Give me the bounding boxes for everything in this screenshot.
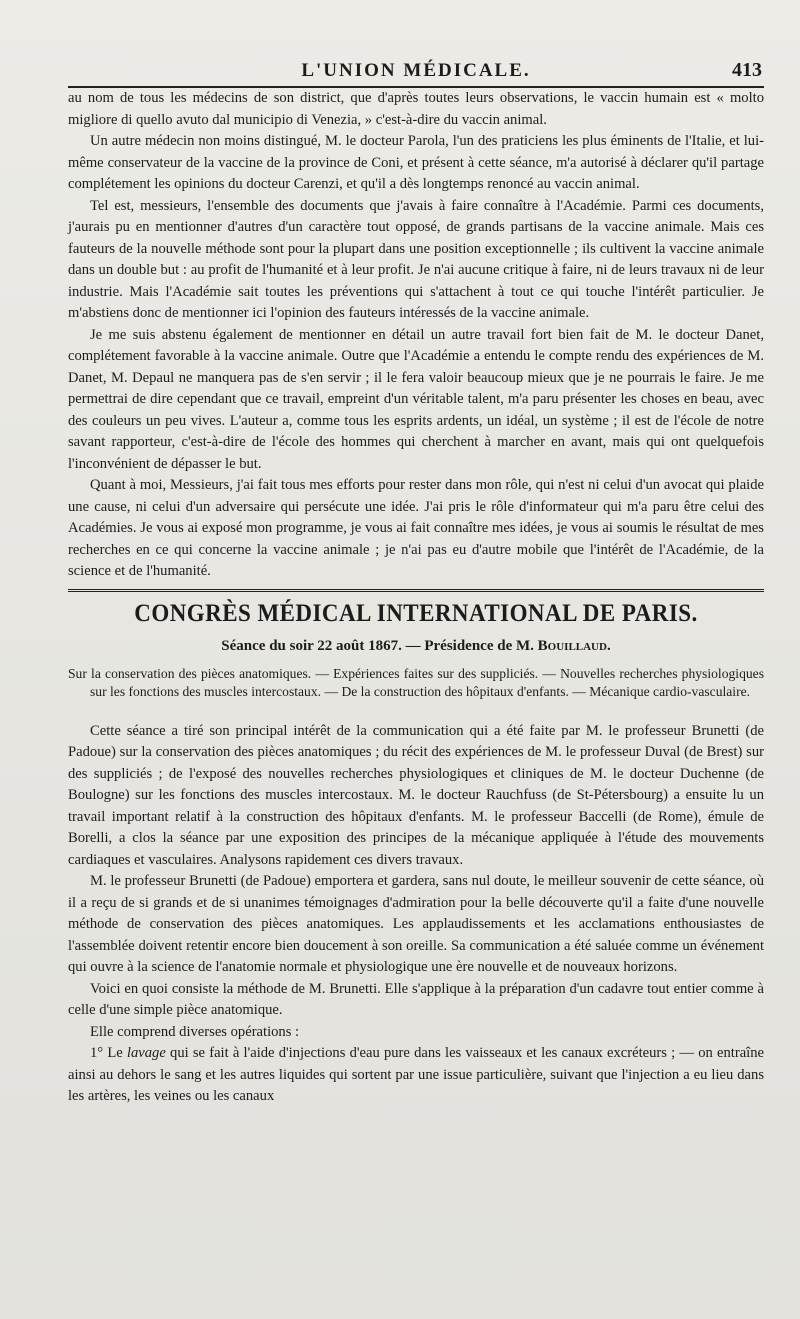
congress-report — [68, 721, 764, 1108]
paragraph: Cette séance a tiré son principal intérêt de la communication qui a été faite par M. le professeur Brunetti (de Padoue) sur la conservation des pièces anatomiques ; du récit des expériences de M. le professeur Duval (de Brest) sur des suppliciés ; de l'exposé des nouvelles recherches physiologiques et cliniques de M. le docteur Duchenne (de Boulogne) sur les fonctions des muscles intercostaux. M. le docteur Rauchfuss (de St-Pétersbourg) a ensuite lu un travail important relatif à la construction des hôpitaux d'enfants. M. le professeur Baccelli (de Rome), émule de Borelli, a clos la séance par une exposition des principes de la mécanique appliquée à l'étude des mouvements cardiaques et vasculaires. Analysons rapidement ces divers travaux. — [68, 722, 764, 868]
section-title: CONGRÈS MÉDICAL INTERNATIONAL DE PARIS. — [134, 599, 698, 627]
running-title: L'UNION MÉDICALE. — [301, 60, 531, 81]
running-header — [68, 56, 764, 88]
paragraph-lavage — [68, 1043, 764, 1108]
item-text: qui se fait à l'aide d'injections d'eau pure dans les vaisseaux et les canaux excréteurs ; — on entraîne ainsi au dehors le sang et les autres liquides qui sortent par une issue particulière, suivant que l'injection a eu lieu dans les artères, les veines ou les canaux — [68, 1045, 764, 1104]
paragraph: M. le professeur Brunetti (de Padoue) emportera et gardera, sans nul doute, le meilleur souvenir de cette séance, où il a reçu de si grands et de si unanimes témoignages d'admiration pour la belle découverte qu'il a faite d'une nouvelle méthode de conservation des pièces anatomiques. Les applaudissements et les acclamations enthousiastes de l'assemblée doivent retentir encore bien doucement à son oreille. Sa communication a été saluée comme un événement qui ouvre à la science de l'anatomie normale et physiologique une ère nouvelle et de nouveaux horizons. — [68, 873, 764, 975]
paragraph: au nom de tous les médecins de son district, que d'après toutes leurs observations, le vaccin humain est « molto migliore di quello avuto dal municipio di Venezia, » c'est-à-dire du vaccin animal. — [68, 90, 764, 128]
item-number: 1° Le — [90, 1045, 127, 1061]
article-conclusion — [68, 88, 764, 583]
paragraph: Je me suis abstenu également de mentionner en détail un autre travail fort bien fait de M. le docteur Danet, complétement favorable à la vaccine animale. Outre que l'Académie a entendu le compte rendu des expériences de M. Danet, M. Depaul ne manquera pas de s'en servir ; il le fera valoir beaucoup mieux que je ne pourrais le faire. Je me permettrai de dire cependant que ce travail, empreint d'un véritable talent, m'a paru présenter les choses en beau, avec des couleurs un peu vives. L'auteur a, comme tous les esprits ardents, un idéal, un système ; il est de l'école de notre savant rapporteur, c'est-à-dire de l'école des hommes qui cherchent à marcher en avant, mais qui ont quelquefois l'inconvénient de dépasser le but. — [68, 326, 764, 472]
seance-date: Séance du soir 22 août 1867. — Présidence de M. — [221, 637, 538, 654]
paragraph: Un autre médecin non moins distingué, M. le docteur Parola, l'un des praticiens les plus éminents de l'Italie, et lui-même conservateur de la vaccine de la province de Coni, et présent à cette séance, m'a autorisé à déclarer qu'il partage complétement les opinions du docteur Carenzi, et qu'il a dès longtemps renoncé au vaccin animal. — [68, 133, 764, 192]
paragraph: Elle comprend diverses opérations : — [90, 1023, 300, 1040]
session-summary: Sur la conservation des pièces anatomiques. — Expériences faites sur des suppliciés. — Nouvelles recherches physiologiques sur les fonctions des muscles intercostaux. — De la construction des hôpitaux d'enfants. — Mécanique cardio-vasculaire. — [68, 665, 764, 699]
paragraph: Tel est, messieurs, l'ensemble des documents que j'avais à faire connaître à l'Académie. Parmi ces documents, j'aurais pu en mentionner d'autres d'un caractère tout opposé, de grands partisans de la vaccine animale. Mais ces fauteurs de la nouvelle méthode sont pour la plupart dans une position exceptionnelle ; ils cultivent la vaccine animale dans un double but : au profit de l'humanité et à leur profit. Je n'ai aucune critique à faire, ni de leurs travaux ni de leur industrie. Mais l'Académie sait toutes les préventions qui s'attachent à tout ce qui touche l'intérêt particulier. Je m'abstiens donc de mentionner ici l'opinion des fauteurs intéressés de la vaccine animale. — [68, 197, 764, 321]
section-divider — [68, 589, 764, 592]
seance-heading — [68, 638, 764, 655]
paragraph: Quant à moi, Messieurs, j'ai fait tous mes efforts pour rester dans mon rôle, qui n'est ni celui d'un avocat qui plaide une cause, ni celui d'un adversaire qui persécute une idée. J'ai pris le rôle d'informateur qui m'a paru être celui des Académies. Je vous ai exposé mon programme, je vous ai fait connaître mes idées, je vous ai soumis le résultat de mes recherches en ce qui concerne la vaccine animale ; je n'ai pas eu d'autre mobile que l'intérêt de l'Académie, de la science et de l'humanité. — [68, 477, 764, 579]
page-number: 413 — [732, 59, 762, 81]
paragraph: Voici en quoi consiste la méthode de M. Brunetti. Elle s'applique à la préparation d'un cadavre tout entier comme à celle d'une simple pièce anatomique. — [68, 980, 764, 1018]
president-name: Bouillaud. — [537, 637, 611, 654]
term-lavage: lavage — [126, 1045, 166, 1061]
